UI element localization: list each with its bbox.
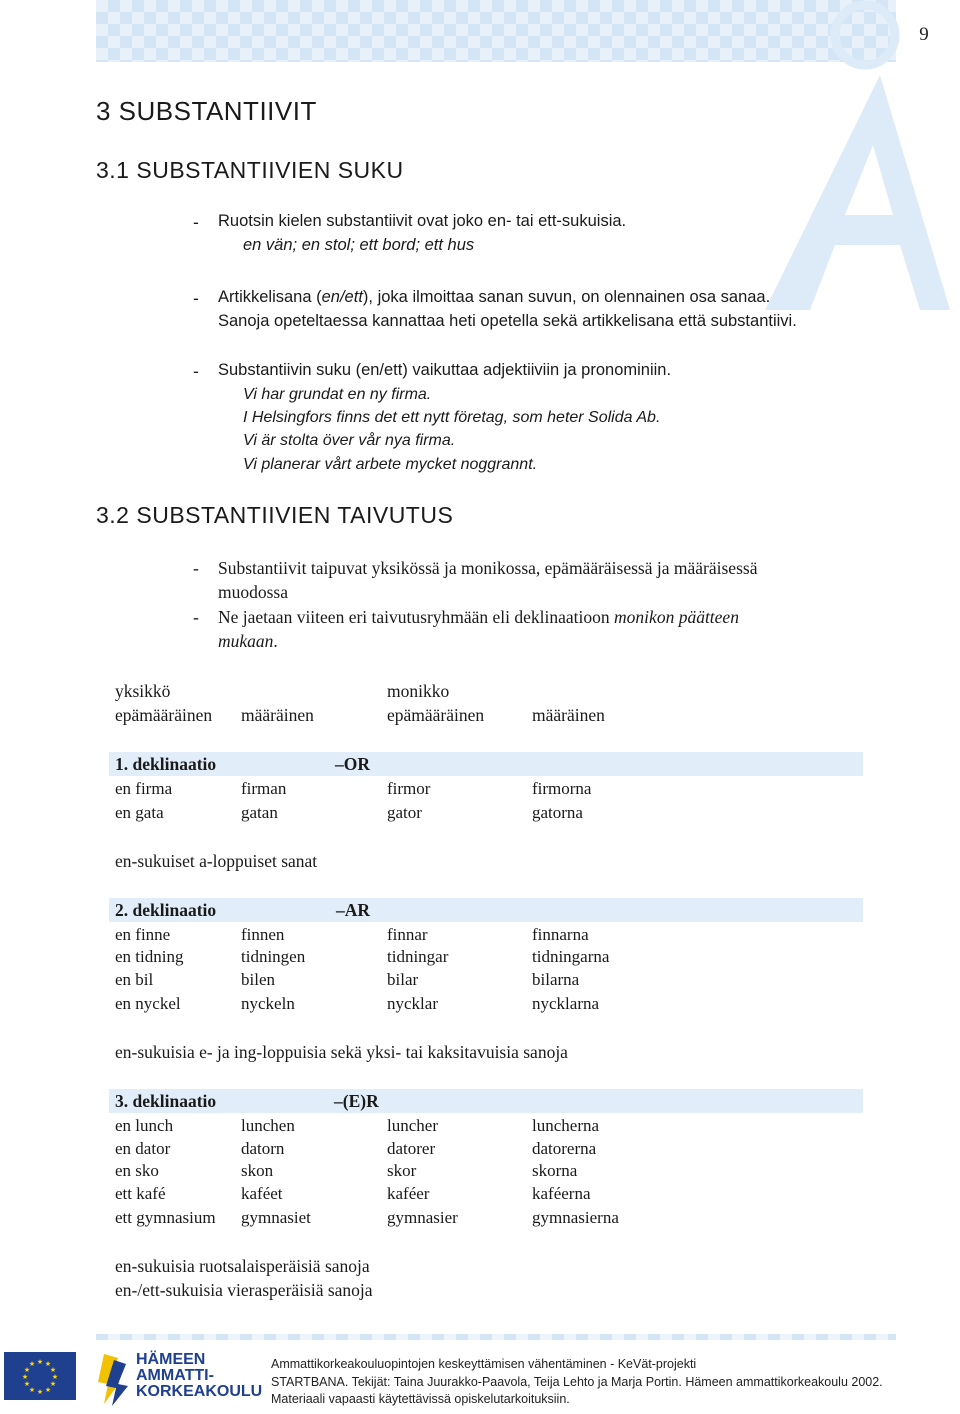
bullet-text: Substantiivit taipuvat yksikössä ja monikossa, epämääräisessä ja määräisessä xyxy=(218,558,758,578)
bullet-text-continuation: Sanoja opeteltaessa kannattaa heti opetella sekä artikkelisana että substantiivi. xyxy=(218,312,797,330)
section-heading-3-2: 3.2 SUBSTANTIIVIEN TAIVUTUS xyxy=(96,502,454,528)
bullet-text-continuation: mukaan. xyxy=(218,631,278,651)
table-cell: nycklarna xyxy=(532,994,600,1013)
table-cell: kaféet xyxy=(241,1184,283,1203)
table-cell: tidningar xyxy=(387,947,449,966)
svg-text:★: ★ xyxy=(21,1373,29,1381)
table-cell: lunchen xyxy=(241,1116,295,1135)
declension-ending: –AR xyxy=(336,900,371,920)
column-group-singular: yksikkö xyxy=(115,681,171,701)
table-cell: en gata xyxy=(115,803,164,822)
footer-credits-line: STARTBANA. Tekijät: Taina Juurakko-Paavola, Teija Lehto ja Marja Portin. Hämeen ammattikorkeakoulu 2002. xyxy=(271,1375,883,1389)
declension-note: en-sukuisia ruotsalaisperäisiä sanoja xyxy=(115,1256,370,1276)
table-cell: gymnasierna xyxy=(532,1208,619,1227)
svg-text:★: ★ xyxy=(49,1380,57,1388)
table-cell: bilar xyxy=(387,970,419,989)
table-cell: en dator xyxy=(115,1139,171,1158)
declension-note: en-sukuisia e- ja ing-loppuisia sekä yksi- tai kaksitavuisia sanoja xyxy=(115,1042,568,1062)
bullet-dash: - xyxy=(193,361,199,381)
table-cell: gymnasiet xyxy=(241,1208,311,1227)
bullet-dash: - xyxy=(193,558,199,578)
table-cell: skon xyxy=(241,1161,274,1180)
declension-note: en-/ett-sukuisia vierasperäisiä sanoja xyxy=(115,1280,373,1300)
table-cell: datorerna xyxy=(532,1139,597,1158)
footer-project-line: Ammattikorkeakouluopintojen keskeyttämisen vähentäminen - KeVät-projekti xyxy=(271,1357,697,1371)
chapter-heading: 3 SUBSTANTIIVIT xyxy=(96,96,317,126)
eu-flag-icon xyxy=(4,1352,76,1400)
table-cell: bilen xyxy=(241,970,275,989)
table-cell: tidningarna xyxy=(532,947,610,966)
bullet-text: Ne jaetaan viiteen eri taivutusryhmään eli deklinaatioon monikon päätteen xyxy=(218,607,739,627)
section-heading-3-1: 3.1 SUBSTANTIIVIEN SUKU xyxy=(96,157,404,183)
declension-title: 3. deklinaatio xyxy=(115,1091,217,1111)
column-header: epämääräinen xyxy=(115,705,213,725)
footer-license-line: Materiaali vapaasti käytettävissä opiskelutarkoituksiin. xyxy=(271,1392,570,1406)
bullet-dash: - xyxy=(193,288,199,308)
table-cell: tidningen xyxy=(241,947,306,966)
hamk-logo-text: HÄMEEN AMMATTI- KORKEAKOULU xyxy=(136,1351,263,1400)
svg-text:★: ★ xyxy=(49,1366,57,1374)
table-cell: luncherna xyxy=(532,1116,600,1135)
bullet-text-continuation: muodossa xyxy=(218,582,288,602)
table-cell: finnen xyxy=(241,925,285,944)
table-cell: gator xyxy=(387,803,422,822)
table-cell: datorer xyxy=(387,1139,436,1158)
bullet-dash: - xyxy=(193,607,199,627)
svg-text:★: ★ xyxy=(23,1366,31,1374)
declension-ending: –OR xyxy=(335,754,370,774)
table-cell: gymnasier xyxy=(387,1208,458,1227)
table-cell: finnar xyxy=(387,925,428,944)
declension-title: 2. deklinaatio xyxy=(115,900,217,920)
hamk-logo-icon xyxy=(96,1350,130,1408)
table-cell: en tidning xyxy=(115,947,184,966)
table-cell: nycklar xyxy=(387,994,438,1013)
bullet-text: Artikkelisana (en/ett), joka ilmoittaa sanan suvun, on olennainen osa sanaa. xyxy=(218,288,771,306)
table-cell: firmorna xyxy=(532,779,592,798)
declension-header-band xyxy=(109,752,863,776)
svg-text:★: ★ xyxy=(36,1358,44,1366)
table-cell: firmor xyxy=(387,779,431,798)
table-cell: bilarna xyxy=(532,970,580,989)
table-cell: ett kafé xyxy=(115,1184,166,1203)
table-cell: en lunch xyxy=(115,1116,174,1135)
example-sentence: Vi är stolta över vår nya firma. xyxy=(243,432,456,449)
table-cell: en nyckel xyxy=(115,994,181,1013)
table-cell: datorn xyxy=(241,1139,285,1158)
example-sentence: I Helsingfors finns det ett nytt företag, som heter Solida Ab. xyxy=(243,409,661,426)
svg-text:★: ★ xyxy=(28,1386,36,1394)
svg-text:★: ★ xyxy=(51,1373,59,1381)
table-cell: luncher xyxy=(387,1116,438,1135)
column-header: määräinen xyxy=(241,705,314,725)
table-cell: en bil xyxy=(115,970,154,989)
svg-text:★: ★ xyxy=(28,1360,36,1368)
bullet-text: Ruotsin kielen substantiivit ovat joko en- tai ett-sukuisia. xyxy=(218,212,627,230)
bullet-dash: - xyxy=(193,212,199,232)
declension-header-band xyxy=(109,898,863,922)
footer-divider xyxy=(96,1334,896,1340)
declension-ending: –(E)R xyxy=(334,1091,379,1111)
example-sentence: Vi har grundat en ny firma. xyxy=(243,386,432,403)
watermark-letter-a-ring xyxy=(745,0,960,320)
declension-header-band xyxy=(109,1089,863,1113)
declension-note: en-sukuiset a-loppuiset sanat xyxy=(115,851,318,871)
column-header: epämääräinen xyxy=(387,705,485,725)
table-cell: firman xyxy=(241,779,287,798)
example-text: en vän; en stol; ett bord; ett hus xyxy=(243,236,475,254)
declension-title: 1. deklinaatio xyxy=(115,754,217,774)
svg-text:★: ★ xyxy=(44,1386,52,1394)
table-cell: en sko xyxy=(115,1161,159,1180)
table-cell: nyckeln xyxy=(241,994,295,1013)
table-cell: gatorna xyxy=(532,803,583,822)
table-cell: skorna xyxy=(532,1161,578,1180)
column-header: määräinen xyxy=(532,705,605,725)
bullet-text: Substantiivin suku (en/ett) vaikuttaa adjektiiviin ja pronominiin. xyxy=(218,361,672,379)
table-cell: en finne xyxy=(115,925,171,944)
table-cell: finnarna xyxy=(532,925,589,944)
example-sentence: Vi planerar vårt arbete mycket noggrannt. xyxy=(243,456,538,473)
table-cell: ett gymnasium xyxy=(115,1208,216,1227)
table-cell: skor xyxy=(387,1161,417,1180)
table-cell: kaféerna xyxy=(532,1184,591,1203)
svg-text:★: ★ xyxy=(44,1360,52,1368)
svg-text:★: ★ xyxy=(36,1388,44,1396)
table-cell: gatan xyxy=(241,803,278,822)
table-cell: kaféer xyxy=(387,1184,430,1203)
page-number: 9 xyxy=(899,10,949,60)
table-cell: en firma xyxy=(115,779,173,798)
column-group-plural: monikko xyxy=(387,681,450,701)
svg-text:★: ★ xyxy=(23,1380,31,1388)
